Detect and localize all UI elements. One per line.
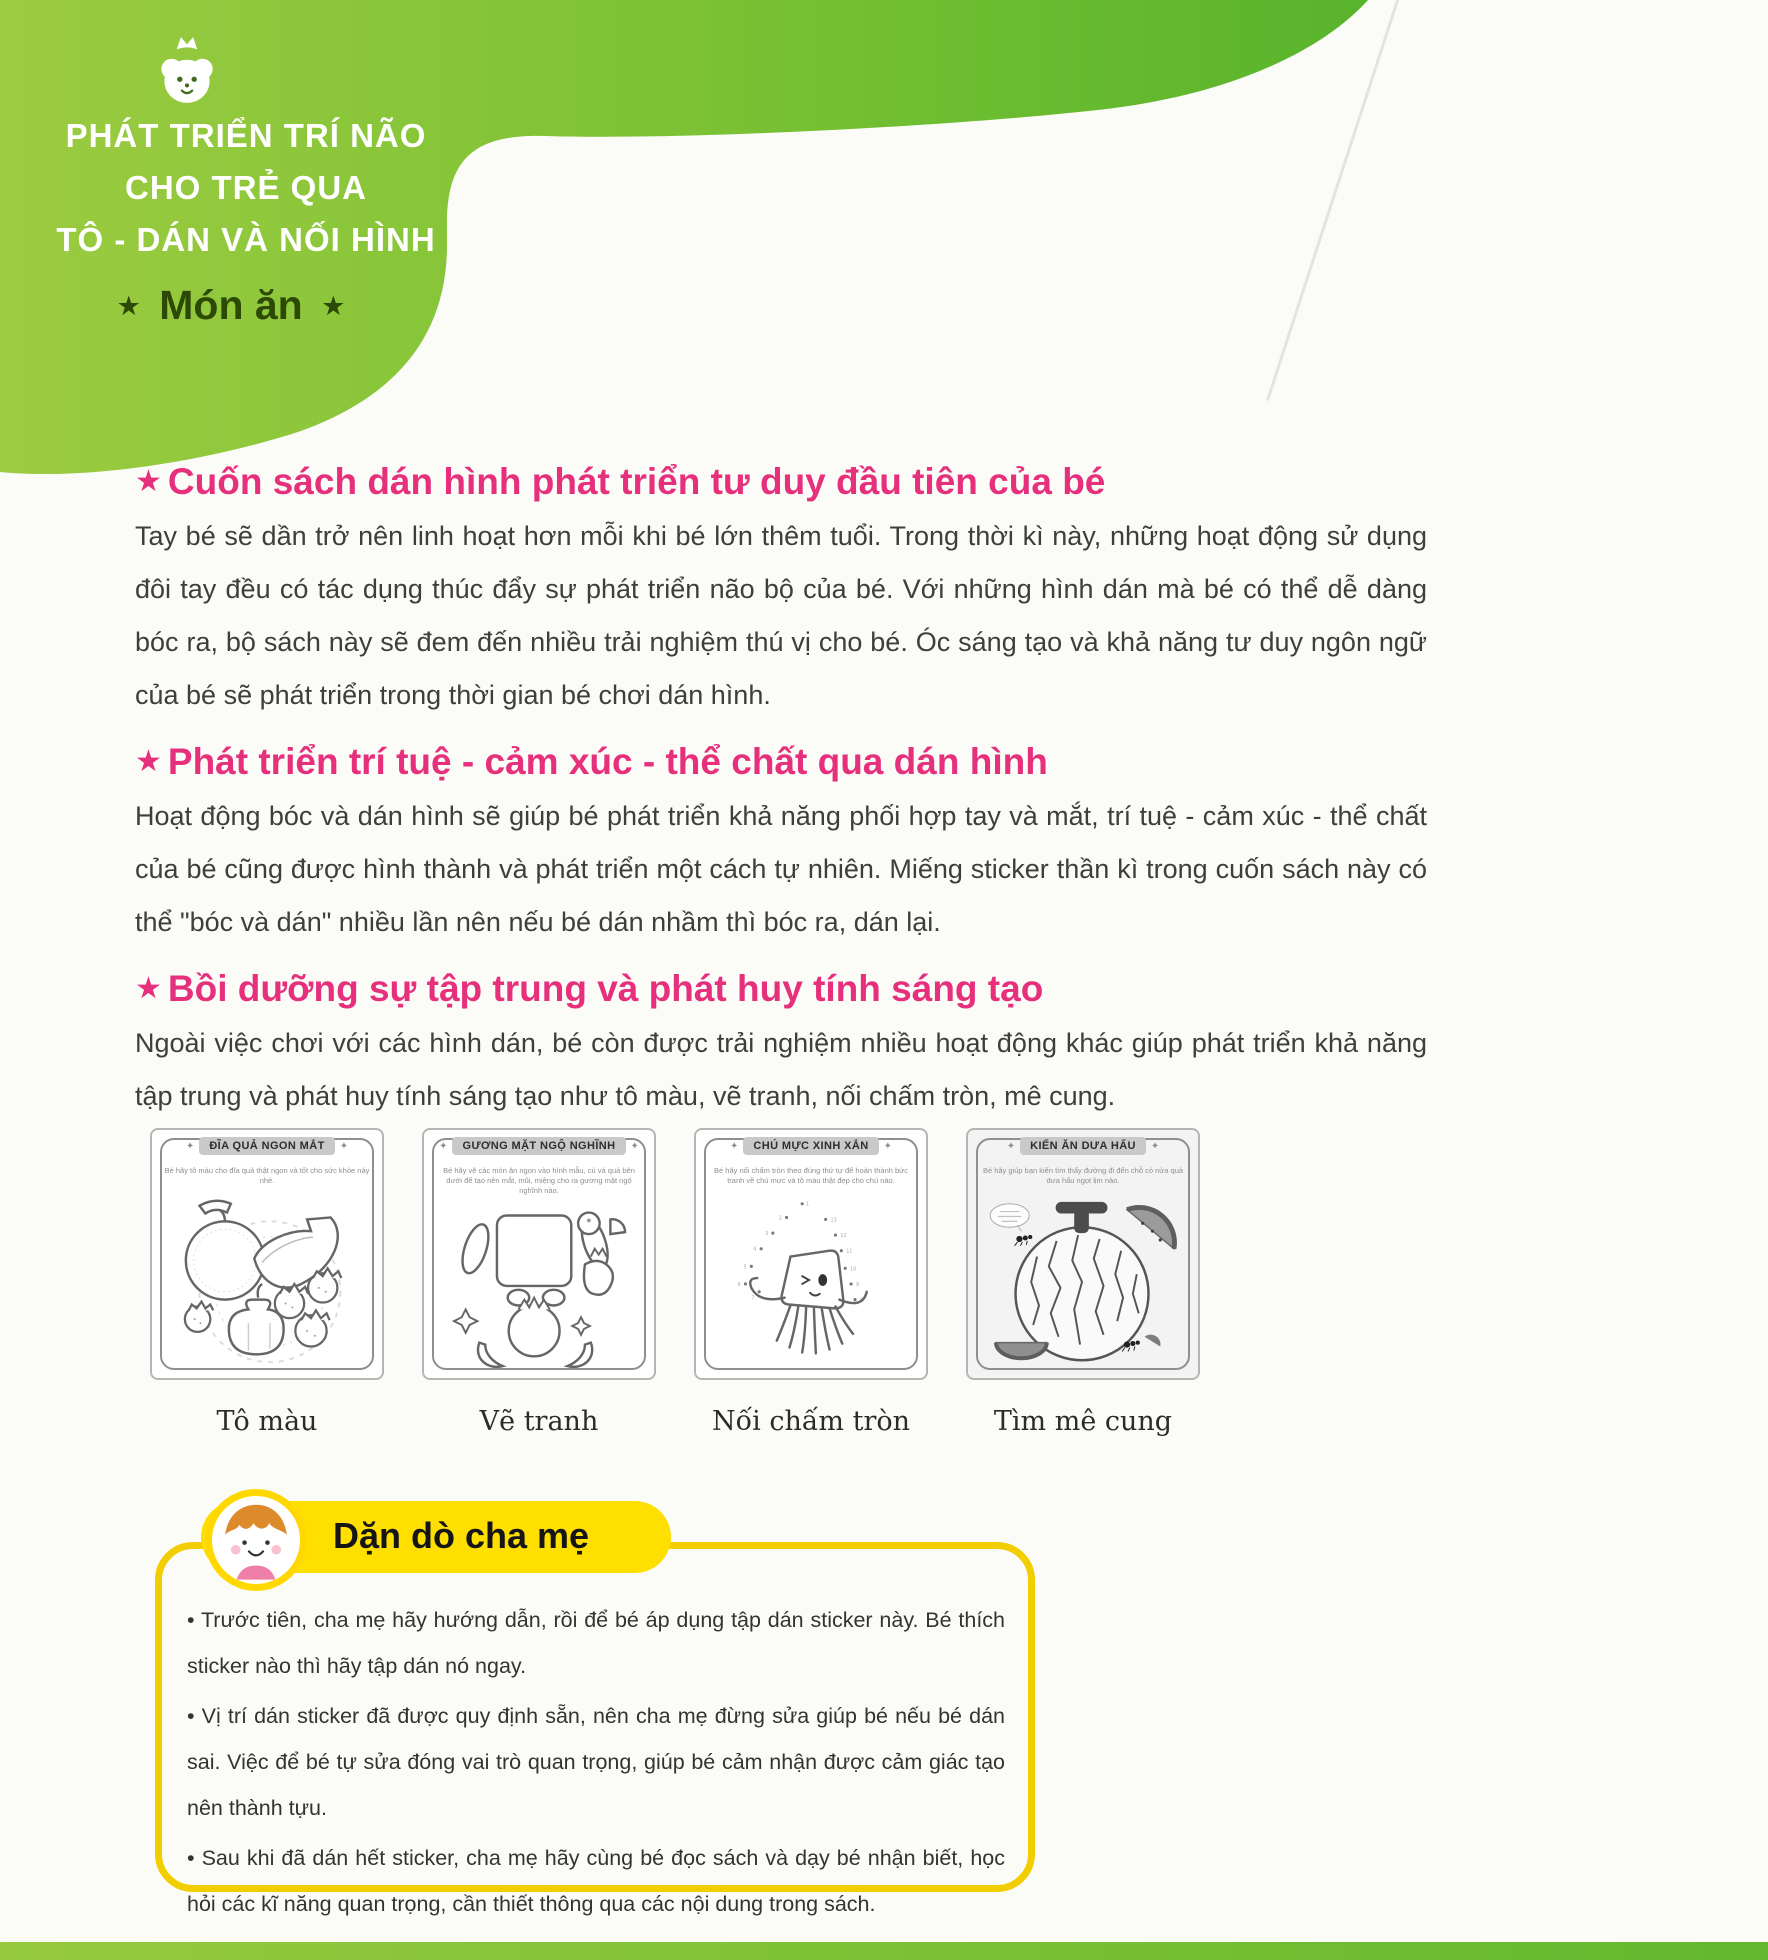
section-body-1: Tay bé sẽ dần trở nên linh hoạt hơn mỗi khi bé lớn thêm tuổi. Trong thời kì này, những hoạt động sử dụng đôi tay đều có tác dụng thúc đẩy sự phát triển não bộ của bé. Với những hình dán mà bé có thể dễ dàng bóc ra, bộ sách này sẽ đem đến nhiều trải nghiệm thú vị cho bé. Óc sáng tạo và khả năng tư duy ngôn ngữ của bé sẽ phát triển trong thời gian bé chơi dán hình. (135, 521, 1427, 710)
svg-text:2: 2 (778, 1215, 782, 1222)
activity-caption: Vẽ tranh (479, 1406, 599, 1437)
series-title-line: PHÁT TRIỂN TRÍ NÃO (65, 117, 427, 154)
squid-dot-drawing (708, 1194, 914, 1370)
card-instruction: Bé hãy tô màu cho đĩa quả thật ngon và tốt cho sức khỏe này nhé. (164, 1166, 370, 1185)
banner-title: KIẾN ĂN DƯA HẤU (1020, 1137, 1146, 1155)
activity-card (150, 1128, 384, 1380)
banner-title: CHÚ MỰC XINH XẮN (743, 1137, 878, 1155)
series-title-line: CHO TRẺ QUA (125, 169, 367, 206)
star-icon: ★ (116, 291, 141, 321)
bottom-green-strip (0, 1942, 1768, 1960)
activity-caption: Nối chấm tròn (711, 1406, 910, 1437)
star-icon: ★ (321, 291, 346, 321)
intro-sections (135, 460, 1427, 1141)
advice-box-title: Dặn dò cha mẹ (333, 1515, 590, 1556)
card-banner (424, 1137, 654, 1155)
section-body-2: Hoạt động bóc và dán hình sẽ giúp bé phát triển khả năng phối hợp tay và mắt, trí tuệ - cảm xúc - thể chất của bé cũng được hình thành và phát triển một cách tự nhiên. Miếng sticker thần kì trong cuốn sách này có thể "bóc và dán" nhiều lần nên nếu bé dán nhầm thì bóc ra, dán lại. (135, 801, 1427, 937)
banner-deco-icon: ✦ (1150, 1140, 1160, 1152)
svg-text:1: 1 (806, 1201, 810, 1208)
star-icon: ★ (135, 745, 162, 778)
svg-text:10: 10 (850, 1266, 857, 1273)
svg-text:3: 3 (765, 1231, 769, 1238)
bear-crown-logo-icon (156, 32, 218, 108)
svg-text:5: 5 (743, 1264, 747, 1271)
banner-title: GƯƠNG MẶT NGỘ NGHĨNH (452, 1137, 625, 1155)
star-icon: ★ (135, 465, 162, 498)
advice-bullet-list (187, 1597, 1005, 1931)
series-title (0, 110, 492, 266)
advice-bullet: • Sau khi đã dán hết sticker, cha mẹ hãy cùng bé đọc sách và dạy bé nhận biết, học hỏi các kĩ năng quan trọng, cần thiết thông qua các nội dung trong sách. (187, 1846, 1005, 1916)
activity-dot-to-dot (694, 1128, 928, 1437)
section-heading-1 (135, 460, 1427, 504)
advice-bullet: • Vị trí dán sticker đã được quy định sẵn, nên cha mẹ đừng sửa giúp bé nếu bé dán sai. Việc để bé tự sửa đóng vai trò quan trọng, giúp bé cảm nhận được cảm giác tạo nên thành tựu. (187, 1704, 1005, 1820)
banner-deco-icon: ✦ (439, 1140, 448, 1152)
svg-text:4: 4 (753, 1246, 757, 1253)
activity-caption: Tô màu (216, 1406, 318, 1437)
card-instruction: Bé hãy vẽ các món ăn ngon vào hình mẫu, củ và quả bên dưới để tạo nên mắt, mũi, miệng cho ra gương mặt ngộ nghĩnh nào. (443, 1166, 635, 1195)
banner-title: ĐĨA QUẢ NGON MẮT (199, 1137, 334, 1155)
series-title-line: TÔ - DÁN VÀ NỐI HÌNH (56, 221, 436, 258)
banner-deco-icon: ✦ (883, 1140, 892, 1152)
parent-advice-box (155, 1497, 1035, 1917)
svg-text:11: 11 (846, 1248, 853, 1255)
activity-card (966, 1128, 1200, 1380)
card-instruction: Bé hãy giúp bạn kiến tìm thấy đường đi đến chỗ có nửa quả dưa hấu ngọt lịm nào. (982, 1166, 1184, 1185)
activity-card (422, 1128, 656, 1380)
card-banner (968, 1137, 1198, 1155)
volume-title-text: Món ăn (159, 282, 303, 328)
activity-maze (966, 1128, 1200, 1437)
section-heading-text: Cuốn sách dán hình phát triển tư duy đầu tiên của bé (167, 461, 1106, 502)
activity-coloring (150, 1128, 384, 1437)
banner-deco-icon: ✦ (185, 1140, 195, 1152)
activity-thumbnails (150, 1128, 1200, 1437)
card-banner (696, 1137, 926, 1155)
advice-bullet: • Trước tiên, cha mẹ hãy hướng dẫn, rồi để bé áp dụng tập dán sticker này. Bé thích sticker nào thì hãy tập dán nó ngay. (187, 1608, 1005, 1678)
svg-text:8: 8 (859, 1297, 863, 1304)
funny-face-drawing (436, 1194, 642, 1370)
svg-text:13: 13 (830, 1217, 837, 1224)
card-instruction: Bé hãy nối chấm tròn theo đúng thứ tự để hoàn thành bức tranh về chú mực và tô màu thật đẹp cho chú nào. (714, 1166, 908, 1185)
svg-text:9: 9 (855, 1281, 860, 1288)
section-body-3: Ngoài việc chơi với các hình dán, bé còn được trải nghiệm nhiều hoạt động khác giúp phát triển khả năng tập trung và phát huy tính sáng tạo như tô màu, vẽ tranh, nối chấm tròn, mê cung. (135, 1028, 1427, 1111)
section-heading-3 (135, 967, 1427, 1011)
svg-text:6: 6 (737, 1281, 741, 1288)
section-heading-2 (135, 740, 1427, 784)
section-heading-text: Bồi dưỡng sự tập trung và phát huy tính sáng tạo (167, 968, 1044, 1009)
section-heading-text: Phát triển trí tuệ - cảm xúc - thể chất qua dán hình (167, 741, 1048, 782)
star-icon: ★ (135, 972, 162, 1005)
watermelon-maze-drawing (980, 1194, 1186, 1370)
banner-deco-icon: ✦ (630, 1140, 639, 1152)
activity-caption: Tìm mê cung (993, 1406, 1173, 1437)
svg-text:7: 7 (751, 1295, 755, 1302)
activity-card (694, 1128, 928, 1380)
svg-text:12: 12 (840, 1233, 847, 1240)
banner-deco-icon: ✦ (339, 1140, 349, 1152)
activity-drawing (422, 1128, 656, 1437)
banner-deco-icon: ✦ (730, 1140, 739, 1152)
volume-title (0, 282, 462, 329)
fruit-plate-drawing (164, 1194, 370, 1370)
banner-deco-icon: ✦ (1006, 1140, 1016, 1152)
card-banner (152, 1137, 382, 1155)
baby-face-icon (205, 1489, 307, 1591)
